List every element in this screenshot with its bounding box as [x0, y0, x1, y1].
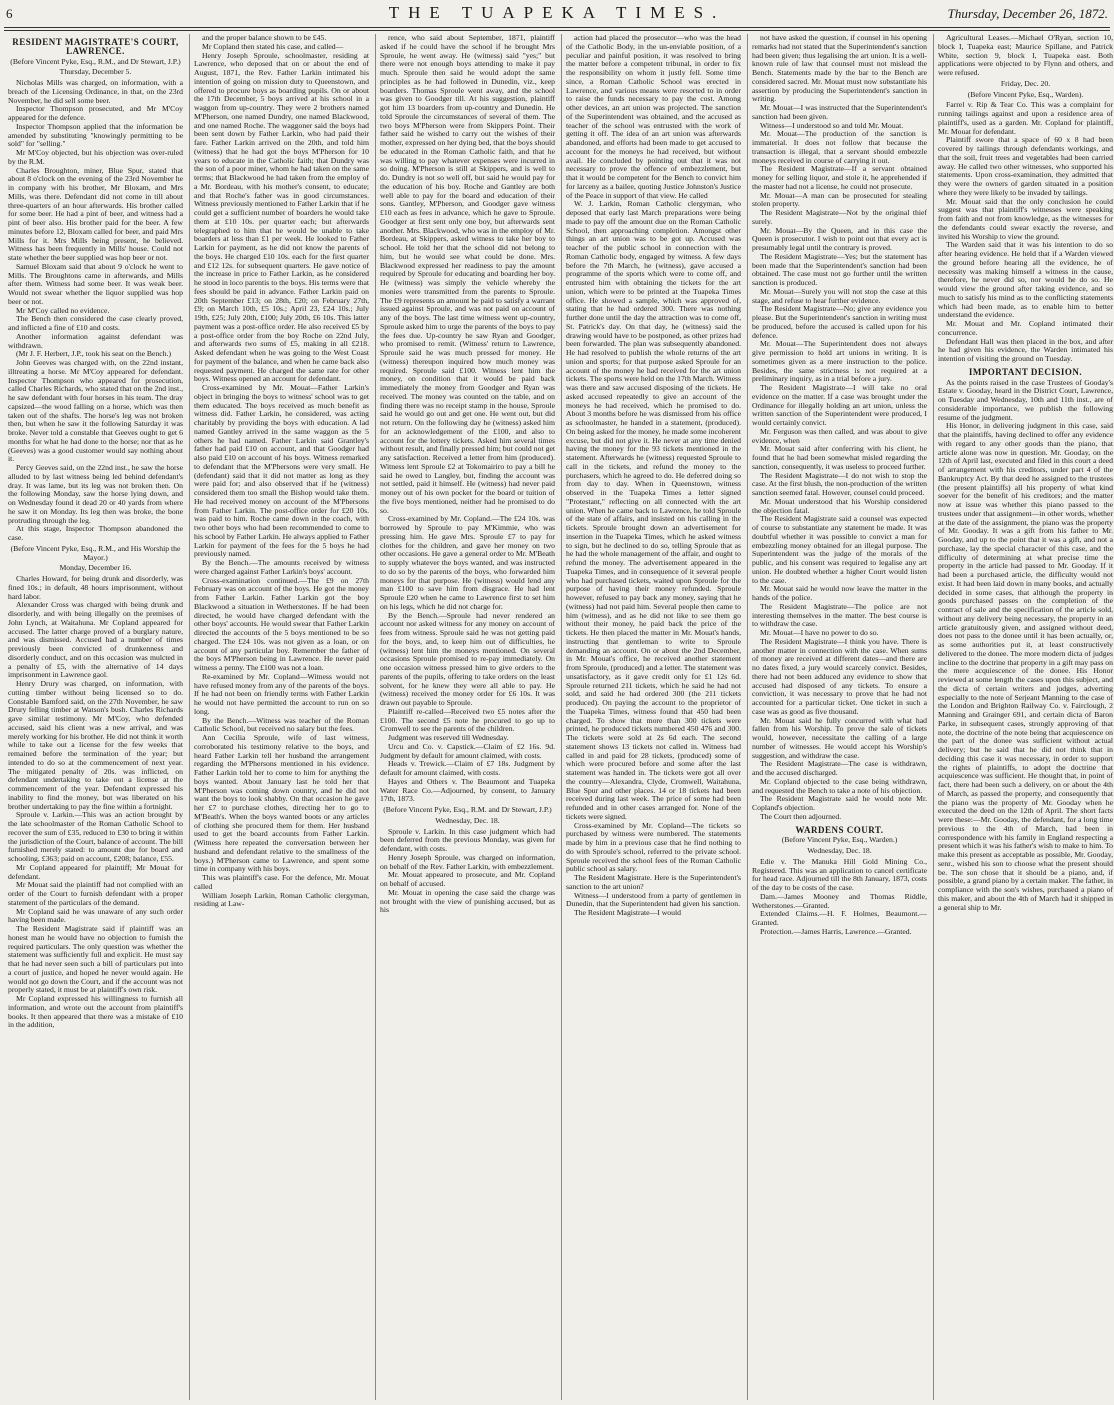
article-paragraph: Inspector Thompson applied that the information be amended by substituting "knowingly permitting to be sold" for "selling.": [8, 121, 183, 149]
article-paragraph: Henry Drury was charged, on information, with cutting timber without being licensed so to do. Constable Bamford said, on the 27th November, he saw Drury felling timber at Watson's bush. Charles Richards gave similar testimony. Mr M'Coy, who defended accused, said his client was a new arrival, and was merely working for his brother. He did not think it worth while to take out a license for the few weeks that remained before the termination of the year; but intended to do so at the commencement of next year. The mitigated penalty of 20s. was inflicted, on defendant undertaking to take out a license at the commencement of the year. Defendant expressed his inability to find the money, but was liberated on his brother undertaking to pay the fine within a fortnight.: [8, 679, 183, 811]
article-paragraph: The Resident Magistrate—Not by the original thief surely.: [752, 208, 927, 226]
article-paragraph: Mr. Mouat—By the Queen, and in this case the Queen is prosecutor. I wish to point out that every act is presumably legal until the contrary is proved.: [752, 225, 927, 252]
article-paragraph: Mr Copland appeared for plaintiff; Mr Mouat for defendant.: [8, 862, 183, 881]
issue-date: Thursday, December 26, 1872.: [947, 6, 1108, 21]
article-paragraph: Protection.—James Harris, Lawrence.—Granted.: [760, 926, 912, 936]
article-paragraph: Mr. Mouat—The production of the sanction is immaterial. It does not follow that because the transaction is illegal, that a servant should embezzle moneys received in course of carrying it out.: [752, 129, 927, 165]
article-paragraph: W. J. Larkin, Roman Catholic clergyman, who deposed that early last March preparations were being made to pay off the amount due on the Roman Catholic School, then approaching completion. Amongst other things an art union was to be got up. Accused was teacher of the public school in connection with the Roman Catholic body, engaged by witness. A few days before the 7th March, he (witness), gave accused a programme of the sports which were to come off, and entrusted him with obtaining the tickets for the art union, which were to be printed at the Tuapeka Times office. He showed a sample, which was approved of, stating that he had ordered 300. There was nothing further done until the day the attraction was to come off, St. Patrick's day. On that day, he (witness) said the drawing would have to be postponed, as other prizes had been forwarded. The plan was subsequently abandoned. He had resolved to publish the whole returns of the art union and sports; for that purpose asked Sproule for an account of the money he had received for the art union tickets. The sports were held on the 17th March. Witness was there and saw accused disposing of the tickets. He asked accused repeatedly to give an account of the moneys he had received, which he promised to do. About 3 months before he was dismissed from his office as schoolmaster, he handed in a statement, (produced). On being asked for the money, he made some incoherent excuse, but did not give it. He never at any time denied having the money for the 93 tickets mentioned in the statement. Afterwards he (witness) requested Sproule to call in the tickets, and refund the money to the purchasers, which he agreed to do. He deferred doing so from day to day. When in Queenstown, witness observed in the Tuapeka Times a letter signed "Protestant," reflecting on all connected with the art union. When he came back to Lawrence, he told Sproule of the state of affairs, and insisted on his calling in the tickets. Sproule brought down an advertisement for insertion in the Tuapeka Times, which he asked witness to sign, but he declined to do so, telling Sproule that as he had the whole management of the affair, and ought to refund the money. The advertisement appeared in the Tuapeka Times, and in consequence of it several people who had purchased tickets, waited upon Sproule for the purpose of having their money refunded. Sproule however, refused to pay back any money, saying that he (witness) had not paid him. Several people then came to him (witness), and as he did not like to see them go without their money, he paid back the price of the tickets. He then placed the matter in Mr. Mouat's hands, instructing that gentleman to write to Sproule demanding an account. On or about the 2nd December, in Mr. Mouat's office, he received another statement from Sproule, (produced) and a letter. The statement was unsatisfactory, as it gave credit only for £1 12s 6d. Sproule returned 211 tickets, which he said he had not sold, and said he had ordered 300 (the 211 tickets produced). On paying the account to the proprietor of the Tuapeka Times, witness found that 450 had been charged. To show that more than 300 tickets were printed, he produced tickets numbered 450 476 and 300. The tickets were sold at 2s 6d each. The second statement shows 13 tickets not called in. Witness had called in and paid for 28 tickets, (produced) some of which were procured before and some after the last statement was handed in. The tickets were got all over the country—Alexandra, Clyde, Cromwell, Waitahuna, Blue Spur and other places. 14 or 18 tickets had been received during last week. The price of some had been refunded and in other cases arranged for. None of the tickets were signed.: [566, 199, 741, 821]
article-paragraph: Mr Copland expressed his willingness to furnish all information, and wrote out the account from plaintiff's books. It then appeared that there was a mistake of £10 in the addition,: [8, 994, 183, 1030]
column-3: [380, 34, 555, 1400]
article-paragraph: Mr. Mouat—The Superintendent does not always give permission to hold art unions in writing. It is sometimes given as a mere instruction to the police. Besides, the same strictness is not required at a preliminary inquiry, as in a trial before a jury.: [752, 339, 927, 384]
column-1: [8, 34, 183, 1400]
article-paragraph: Cross-examined by Mr. Copland.—The £24 10s. was borrowed by Sproule to pay M'Kimmie, who was pressing him. He gave Mrs. Sproule £7 to pay for clothes for the children, and gave her money on two other occasions. He gave a general order to Mr. M'Beath to supply whatever the boys wanted, and was instructed to do so by the parents of the boys, who forwarded him moneys for that purpose. He (witness) would lend any man £100 to save him from disgrace. He had lent Sproule £20 when he came to Lawrence first to set him on his legs, which he did not charge for.: [380, 514, 555, 611]
article-paragraph: action had placed the prosecutor—who was the head of the Catholic Body, in the un-enviable position, of a peculiar and painful position, it was resolved to bring the matter before a competent tribunal, in order to fix the responsibility on whom it justly fell. Some time since, a Roman Catholic School was erected in Lawrence, and various means were resorted to in order to raise the funds necessary to pay the cost. Among other devices, an art union was projected. The sanction of the Superintendent was obtained, and the accused as teacher of the school was entrusted with the work of getting it off. The idea of an art union was afterwards abandoned, and efforts had been made to get accused to account for the moneys he had received, but without avail. He concluded by pointing out that it was not necessary to prove the offence of embezzlement, but that it would be competent for the Bench to convict him for larceny as a bailee, quoting Justice Johnston's Justice of the Peace in support of that view. He called: [566, 34, 741, 200]
article-paragraph: William Joseph Larkin, Roman Catholic clergyman, residing at Law-: [194, 890, 369, 909]
article-paragraph: At this stage, Inspector Thompson abandoned the case.: [8, 524, 183, 542]
article-paragraph: Mr. Mouat said he fully concurred with what had fallen from his Worship. To prove the sale of tickets would, however, necessitate the calling of a large number of witnesses. He would accept his Worship's suggestion, and withdraw the case.: [752, 715, 927, 760]
article-paragraph: Cross-examined by Mr. Copland—The tickets so purchased by witness were numbered. The statements made by him in a previous case that he find nothing to do with Sproule's school, referred to the private school. Sproule received the school fees of the Roman Catholic public school as salary.: [566, 820, 741, 874]
article-paragraph: Henry Joseph Sproule, was charged on information, on behalf of the Rev. Father Larkin, with embezzlement.: [380, 852, 555, 871]
article-paragraph: Mr. Mouat said he would now leave the matter in the hands of the police.: [752, 584, 927, 602]
article-paragraph: Sproule v. Larkin. In this case judgment which had been deferred from the previous Monday, was given for defendant, with costs.: [380, 826, 555, 853]
article-paragraph: Mr M'Coy objected, but his objection was over-ruled by the R.M.: [8, 148, 183, 166]
column-4: [566, 34, 741, 1400]
section-heading: RESIDENT MAGISTRATE'S COURT, LAWRENCE.: [12, 37, 179, 56]
article-paragraph: Farrel v. Rip & Tear Co. This was a complaint for running tailings against and upon a residence area of plaintiff's, used as a garden. Mr. Copland for plaintiff, Mr. Mouat for defendant.: [938, 100, 1113, 136]
article-paragraph: The Bench then considered the case clearly proved, and inflicted a fine of £10 and costs.: [8, 314, 183, 332]
article-paragraph: Mr. Mouat in opening the case said the charge was not brought with the view of punishing accused, but as his: [380, 887, 555, 915]
article-paragraph: Dam.—James Mooney and Thomas Riddle, Wetherstones.—Granted.: [752, 891, 927, 910]
article-paragraph: Mr. Mouat and Mr. Copland intimated their concurrence.: [938, 319, 1113, 337]
article-paragraph: Cross-examined by Mr. Mouat—Father Larkin's object in bringing the boys to witness' school was to get them educated. The boys received as much benefit as witness did. Father Larkin, he considered, was acting charitably by providing the boys with education. A lad named Gantley arrived in the same waggon as the 5 others he had named. Father Larkin said Grantley's father had paid £10 on account, and that Goodger had also paid £10 on account of his boys. Witness remarked to defendant that the M'Phersons were very small. He (defendant) said that it did not matter as long as they were paid for; and also observed that if he (witness) considered them too small the Bishop would take them. He had received money on account of the M'Phersons from Father Larkin. The post-office order for £20 10s. was paid to him. Roche came down in the coach, with two other boys who had been recommended to come to his school by Father Larkin. He always applied to Father Larkin for payment of the fees for the 5 boys he had previously named.: [194, 383, 369, 559]
court-subheading: Wednesday, Dec. 18.: [435, 815, 500, 825]
article-paragraph: Mr. Copland objected to the case being withdrawn, and requested the Bench to take a note of his objection.: [752, 776, 927, 795]
article-paragraph: The Resident Magistrate said if plaintiff was an honest man he would have no objection to furnish the required particulars. The only question was whether the statement was sufficiently full and explicit. He must say that he had never seen such a bill of particulars put into a court of justice, and hoped he never would again. He would not go down the Court, and if the account was not properly stated, it must be at plaintiff's own risk.: [8, 924, 183, 995]
article-paragraph: Witness—I understood so and told Mr. Mouat.: [760, 120, 904, 130]
article-paragraph: (Mr J. F. Herbert, J.P., took his seat on the Bench.): [16, 349, 172, 359]
article-paragraph: Samuel Bloxam said that about 9 o'clock he went to Mills. The Broughtons came in afterwards, and Mills after them. Witness had some beer. It was weak beer. Would not swear whether the liquor supplied was hop beer or not.: [8, 261, 183, 306]
court-subheading: Thursday, December 5.: [59, 67, 132, 77]
article-paragraph: By the Bench.—The amounts received by witness were charged against Father Larkin's boys' account.: [194, 558, 369, 576]
newspaper-columns: [8, 34, 1113, 1402]
article-paragraph: The Resident Magistrate. Here is the Superintendent's sanction to the art union?: [566, 873, 741, 891]
column-divider: [375, 34, 376, 1400]
court-subheading: Wednesday, Dec. 18.: [807, 846, 872, 855]
article-paragraph: Cross-examination continued.—The £9 on 27th February was on account of the boys. He got the money from Father Larkin. Father Larkin got the boy Blackwood a situation in Wetherstones. If he had been directed, he would have charged defendant with the other boys' accounts. He would swear that Father Larkin directed the accounts of the 5 boys mentioned to be so charged. The £24 10s. was not given as a loan, or on account of any particular boy. Remember the father of the boys M'Pherson being in Lawrence. He never paid witness a penny. The £100 was not a loan.: [194, 575, 369, 672]
column-6: [938, 34, 1113, 1400]
article-paragraph: Mr Copland then stated his case, and called—: [202, 41, 344, 51]
article-paragraph: The Resident Magistrate—The police are not interesting themselves in the matter. The best course is to withdraw the case.: [752, 601, 927, 629]
article-paragraph: Extended Claims.—H. F. Holmes, Beaumont.—Granted.: [752, 909, 927, 927]
court-subheading: (Before Vincent Pyke, Esq., R.M., and His Worship the Mayor.): [10, 543, 181, 562]
article-paragraph: By the Bench.—Sproule had never rendered an account nor asked witness for any money on account of fees from witness. Sproule said he was not getting paid for the boys, and, to keep him out of difficulties, he (witness) lent him the moneys mentioned. On several occasions Sproule promised to re-pay immediately. On one occasion witness pressed him to give orders to the parents of the pupils, offering to take orders on the least solvent, for he knew they were all able to pay. He (witness) received the money order for £6 10s. It was drawn out payable to Sproule.: [380, 610, 555, 707]
article-paragraph: The Resident Magistrate—If a servant obtained money for selling liquor, and stole it, he apprehended if the master had not a license, he could not prosecute.: [752, 164, 927, 191]
article-paragraph: Agricultural Leases.—Michael O'Ryan, section 10, block I, Tuapeka east; Maurice Spillane, and Patrick White, section 9, block I, Tuapeka east. Both applications were objected to by Flynn and others, and were refused.: [938, 34, 1113, 77]
court-subheading: (Before Vincent Pyke, Esq., R.M., and Dr Stewart, J.P.): [10, 56, 181, 66]
article-paragraph: Sproule v. Larkin.—This was an action brought by the late schoolmaster of the Roman Catholic School to recover the sum of £35, reduced to £30 to bring it within the jurisdiction of the Court, balance of account. The bill furnished merely stated: to amount due for board and schooling, £363; paid on account, £208; balance, £55.: [8, 810, 183, 863]
article-paragraph: The Resident Magistrate said he would note Mr. Copland's objection.: [752, 794, 927, 812]
article-paragraph: Mr Mouat said the plaintiff had not complied with an order of the Court to furnish defendant with a proper statement of the particulars of the demand.: [8, 880, 183, 907]
article-paragraph: John Geeves was charged with, on the 22nd instant, illtreating a horse. Mr M'Coy appeared for defendant. Inspector Thompson who appeared for prosecution, called Charles Richards, who stated that on the 2nd inst., he saw defendant with four horses in his team. The dray capsized—the wood falling on a horse, which was then taken out of the shafts. The horse's leg was not broken then, but when he saw it the following Saturday it was broke. Never told a constable that Geeves ought to get 6 months for what he had done to the horse; nor that as he (Geeves) was a good customer would say nothing about it.: [8, 358, 183, 464]
article-paragraph: Another information against defendant was withdrawn.: [8, 331, 183, 350]
article-paragraph: The Resident Magistrate—No; give any evidence you please. But the Superintendent's sanction in writing must be produced, before the accused is called upon for his defence.: [752, 304, 927, 340]
article-paragraph: Urcu and Co. v. Capstick.—Claim of £2 16s. 9d. Judgment by default for amount claimed, with costs.: [380, 741, 555, 760]
article-paragraph: This was plaintiff's case. For the defence, Mr. Mouat called: [194, 873, 369, 891]
article-paragraph: Mr. Mouat said that the only conclusion he could suggest was that plaintiff's witnesses were speaking from faith and not from knowledge, as the witnesses for the defendants could swear exactly the reverse, and invited his Worship to view the ground.: [938, 196, 1113, 241]
column-2: [194, 34, 369, 1400]
article-paragraph: Mr. Mouat said after conferring with his client, he found that he had been somewhat misled regarding the sanction, consequently, it was useless to proceed further.: [752, 444, 927, 471]
masthead-rule: [4, 27, 1110, 31]
article-paragraph: Mr. Mouat—Surely you will not stop the case at this stage, and refuse to hear further evidence.: [752, 286, 927, 305]
article-paragraph: The Resident Magistrate—I think you have. There is another matter in connection with the case. When sums of money are received at different dates—and there are no dates fixed, a jury would scarcely convict. Besides, there had not been adduced any evidence to show that accused had disposed of any tickets. To ensure a conviction, it was necessary to prove that he had not accounted for a particular ticket. One ticket in such a case was as good as five thousand.: [752, 636, 927, 716]
newspaper-title: THE TUAPEKA TIMES.: [388, 3, 726, 22]
column-divider: [747, 34, 748, 1400]
article-paragraph: Plaintiff re-called—Received two £5 notes after the £100. The second £5 note he procured to go up to Cromwell to see the parents of the children.: [380, 706, 555, 734]
court-subheading: (Before Vincent Pyke, Esq., Warden).: [967, 89, 1084, 99]
article-paragraph: Hayes and Others v. The Beaumont and Tuapeka Water Race Co.—Adjourned, by consent, to January 17th, 1873.: [380, 776, 555, 804]
article-paragraph: Charles Broughton, miner, Blue Spur, stated that about 8 o'clock on the evening of the 23rd November he in company with his brother, Mr Bloxam, and Mrs Mills, was there. Defendant did not come in till about three-quarters of an hour afterwards. His brother called for some beer. He had a pint of beer, and witness had a pint of beer also. His brother paid for the beer. A few minutes before 12, Bloxam called for beer, and paid Mrs Mills for it. Mrs Mills being present, he believed. Witness has been frequently in Mills' house. Could not state whether the beer supplied was hop beer or not.: [8, 165, 183, 262]
court-subheading: (Before Vincent Pyke, Esq., R.M. and Dr Stewart, J.P.): [383, 805, 552, 814]
article-paragraph: Percy Geeves said, on the 22nd inst., he saw the horse alluded to by last witness being led behind defendant's dray. It was lame, but its leg was not broken then. On the following Monday, saw the horse lying down, and on Wednesday found it dead 20 or 40 yards from where he saw it on Monday. Its leg then was broke, the bone protruding through the leg.: [8, 463, 183, 525]
article-paragraph: Mr Copland said he was unaware of any such order having been made.: [8, 906, 183, 925]
court-subheading: (Before Vincent Pyke, Esq., Warden.): [781, 835, 898, 845]
article-paragraph: Witness—I understood from a party of gentlemen in Dunedin, that the Superintendent had given his sanction.: [566, 890, 741, 909]
section-heading: WARDENS COURT.: [795, 824, 884, 835]
article-paragraph: Nicholas Mills was charged, on information, with a breach of the Licensing Ordinance, in that, on the 23rd November, he did sell some beer.: [8, 78, 183, 105]
court-subheading: Friday, Dec. 20.: [1000, 78, 1051, 88]
page-number: 6: [6, 6, 13, 21]
article-paragraph: The Resident Magistrate—I will take no oral evidence on the matter. If a case was brought under the Ordinance for illegally holding an art union, unless the written sanction of the Superintendent were produced, I would certainly convict.: [752, 383, 927, 427]
article-paragraph: Judgment was reserved till Wednesday.: [388, 733, 509, 742]
article-paragraph: Mr M'Coy called no evidence.: [16, 305, 110, 315]
article-paragraph: The Resident Magistrate—Yes; but the statement has been made that the Superintendent's sanction had been obtained. The case must not go further until the written sanction is produced.: [752, 251, 927, 287]
article-paragraph: The Resident Magistrate—I would: [574, 908, 681, 917]
section-heading: IMPORTANT DECISION.: [968, 366, 1083, 377]
column-divider: [933, 34, 934, 1400]
column-divider: [189, 34, 190, 1400]
article-paragraph: Mr. Ferguson was then called, and was about to give evidence, when: [752, 426, 927, 445]
article-paragraph: As the points raised in the case Trustees of Gooday's Estate v. Gooday, heard in the District Court, Lawrence, on Tuesday and Wednesday, 10th and 11th inst., are of considerable importance, we publish the following resume of the judgment.: [938, 377, 1113, 422]
article-paragraph: The Resident Magistrate—The case is withdrawn, and the accused discharged.: [752, 759, 927, 777]
article-paragraph: His Honor, in delivering judgment in this case, said that the plaintiffs, having declined to offer any evidence with regard to any other goods than the piano, that article alone was now in question. Mr. Gooday, on the 12th of April last, executed and filed in this court a deed of arrangement with his creditors, under part 4 of the Bankruptcy Act. By that deed he assigned to the trustees (the present plaintiffs) all his property of what kind soever for the benefit of his creditors; and the matter now at issue was whether this piano passed to the trustees under that assignment—in other words, whether at the date of the assignment, the piano was the property of Mr. Gooday. It was a gift from his father to Mr. Gooday, and up to the point that it was a gift, and not a purchase, lay the special character of this case, and the difficulty of determining at what precise time the property in the article had passed to Mr. Gooday. If it had been a purchased article, the difficulty would not exist. It had been laid down in many books, and actually decided in some cases, that although the property in goods purchased passes on the completion of the contract of sale and the specification of the article sold, without any delivery being necessary, the property in an article gratuitously given, and assigned without deed, does not pass to the donee until it has been actually, or, as some authorities put it, at least constructively delivered to the donee. The more modern dicta of judges incline to the doctrine that property in a gift may pass on the mere acquiescence of the donee. His Honor reviewed at some length the cases upon this subject, and the dicta of certain writers and judges, adverting especially to the note of Serjeant Manning to the case of the London and Brighton Railway Co. v. Fairclough, 2 Manning and Grainger 691, and certain dicta of Baron Parke, in subsequent cases, strongly approving of that note, the doctrine of the note being that acquiescence on the part of the donee was sufficient without actual delivery; but he said that he did not think that in deciding this case it was necessary, in order to support the rights of plaintiffs, to adopt the doctrine that acquiescence was sufficient. He thought that, in point of fact, there had been such a delivery, on or about the 4th of March, as passed the property, and consequently that the piano was the property of Mr. Gooday when he executed the deed on the 12th of April. The short facts were these:—Mr. Gooday, the defendant, for a long time previous to the 4th of March, had been in correspondence with his family in England respecting a present which it was his father's wish to make to him. To make this present as acceptable as possible, Mr. Gooday, senr., wished his son to choose what the present should be. The son chose that it should be a piano, and, if possible, a grand piano by a certain maker. The father, in compliance with the son's wishes, purchased a piano of this maker, and about the 4th of March had it shipped in a general ship to Mr.: [938, 421, 1113, 912]
article-paragraph: Heads v. Trewick.—Claim of £7 18s. Judgment by default for amount claimed, with costs.: [380, 759, 555, 777]
article-paragraph: Mr. Mouat appeared to prosecute, and Mr. Copland on behalf of accused.: [380, 870, 555, 888]
article-paragraph: The Court then adjourned.: [760, 811, 842, 821]
article-paragraph: rence, who said about September, 1871, plaintiff asked if he could have the school if he brought Mrs Sproule, he went away. He (witness) said "yes;" but there were not enough boys attending to make it pay much. Sproule then said he would adopt the same principles as he had followed in Dunedin, viz., keep boarders. Thomas Sproule went away, and the school was given to Goodger till. At his suggestion, plaintiff got him 13 boarders from up-country and Dunedin. He told Sproule the circumstances of several of them. The two boys M'Pherson were from Skippers Point. Their father said he wished to carry out the wishes of their mother, expressed on her dying bed, that the boys should be educated in the Roman Catholic faith, and that he was willing to pay whatever expenses were incurred in so doing. M'Pherson is still at Skippers, and is well to do. Dundry is not so well off, but said he would pay for the education of his boy. Roche and Gantley are both well able to pay for the board and education of their sons. Gantley, M'Pherson, and Goodger gave witness £10 each as fees in advance, which he gave to Sproule. Goodger at first sent only one boy, but afterwards sent another. Mrs. Blackwood, who was in the employ of Mr. Bordeau, at Skippers, asked witness to take her boy to school. He told her that the school did not belong to him, but he would see what could be done. Mrs. Blackwood expressed her readiness to pay the amount required by Sproule for educating and boarding her boy. He (witness) was simply the vehicle whereby the monies were transmitted from the parents to Sproule. The £9 represents an amount he paid to satisfy a warrant issued against Sproule, and was not paid on account of any of the boys. The last time witness went up-country, Sproule asked him to urge the parents of the boys to pay the fees due. Up-country he saw Ryan and Goodger, who promised to remit. (Witness' return to Lawrence, Sproule said he was much pressed for money. He (witness) thereupon inquired how much money was required. Sproule said £100. Witness lent him the money, on condition that it would be paid back immediately the money from Goodger and Ryan was received. The money was counted on the table, and on finding there was no receipt stamp in the house, Sproule said he would go out and get one. He went out, but did not return. On the following day he (witness) asked him for an acknowledgement of the £100, and also to account for the lottery tickets. Asked him several times without result, and finally pressed him; but could not get any satisfaction. Received a letter from him (produced). Witness lent Sproule £2 at Tokomairiro to pay a bill he said he owed to Langley, but, finding the account was not settled, paid it himself. He (witness) had never paid money out of his own pocket for the board or tuition of the five boys mentioned, neither had he promised to do so.: [380, 34, 555, 515]
article-paragraph: and the proper balance shown to be £45.: [202, 34, 327, 42]
column-divider: [561, 34, 562, 1400]
court-subheading: Monday, December 16.: [59, 563, 132, 573]
article-paragraph: Alexander Cross was charged with being drunk and disorderly, and with being illegally on the premises of John Lynch, at Waitahuna. Mr Copland appeared for accused. The latter charge proved of a burglary nature, and was dismissed. Accused had a number of times previously been convicted of drunkenness and disorderly conduct, and on this occasion was mulcted in a penalty of £5, with the alternative of 14 days imprisonment in Lawrence gaol.: [8, 600, 183, 680]
masthead: [0, 0, 1114, 30]
article-paragraph: The Resident Magistrate said a counsel was expected of course to substantiate any statement he made. It was doubtful whether it was possible to convict a man for embezzling money obtained for an illegal purpose. The Superintendent was the judge of the morals of the public, and his consent was required to legalise any art union. He doubted whether a higher Court would listen to the case.: [752, 514, 927, 585]
article-paragraph: Defendant Hall was then placed in the box, and after he had given his evidence, the Warden intimated his intention of visiting the ground on Tuesday.: [938, 336, 1113, 363]
article-paragraph: Henry Joseph Sproule, schoolmaster, residing at Lawrence, who deposed that on or about the end of August, 1871, the Rev. Father Larkin intimated his intention of going on mission duty to Queenstown, and offered to procure boys as boarding pupils. On or about the 17th December, 5 boys arrived at his school in a waggon from up-country. They were 2 brothers named M'Pherson, one named Dundry, one named Blackwood, and one named Roche. The waggoner said the boys had been sent down by Father Larkin, who had paid their fare. Father Larkin arrived on the 20th, and told him (witness) that he had got the boys M'Pherson for 10 years to educate in the Catholic faith; that Dundry was the son of a poor miner, whom he had taken on the same terms; that Blackwood he had taken from the employ of a Mr. Bordeau, with his mother's consent, to educate; and that Roche's father was in good circumstances. Witness previously mentioned to Father Larkin that if he could get a sufficient number of boarders he would take them at £10 10s. per quarter each; but afterwards telegraphed to him that he would be unable to take boarders at less than £1 per week. He looked to Father Larkin for payment, as he did not know the parents of the boys. He charged £10 10s. each for the first quarter and £12 12s. for subsequent quarters. He gave notice of the increase in price to Father Larkin, as he considered he stood in loco parentis to the boys. His terms were that fees should be paid in advance. Father Larkin paid on 20th September £13; on 28th, £20; on February 27th, £9; on March 10th, £5 10s.; April 23, £24 10s.; July 19th, £25; July 20th, £100; July 20th, £6 10s. This latter payment was a post-office order. He also received £5 by a post-office order from the boy Roche on 22nd July, and afterwards two sums of £5, making in all £218. Asked defendant when he was going to the West Coast for payment of the balance, and when he came back also requested payment. He charged the same rate for other boys. Witness opened an account for defendant.: [194, 50, 369, 384]
article-paragraph: The Warden said that it was his intention to do so after hearing evidence. He held that if a Warden viewed the ground before hearing all the evidence, he of necessity was making himself a witness in the cause, therefore, he never did so, nor would he do so. He would view the ground after taking evidence, and so much to satisfy his mind as to the conflicting statements which had been made, as to enable him to better understand the evidence.: [938, 240, 1113, 320]
article-paragraph: Charles Howard, for being drunk and disorderly, was fined 10s.; in default, 48 hours imprisonment, without hard labor.: [8, 574, 183, 601]
article-paragraph: Ann Cecilia Sproule, wife of last witness, corroborated his testimony relative to the boys, and heard Father Larkin tell her husband the arrangement regarding the M'Phersons mentioned in his evidence. Father Larkin told her to come to him for anything the boys wanted. About January last he told her that M'Pherson was coming down country, and he did not want the boys to look shabby. On that occasion he gave her £7 to purchase clothes, directing her to go to M'Beath's. When the boys wanted boots or any articles of clothing she procured them for them. Her husband used to get the board accounts from Father Larkin. (Witness here repeated the conversation between her husband and defendant relative to the smallness of the boys.) M'Pherson came to Lawrence, and spent some time in company with his boys.: [194, 733, 369, 874]
article-paragraph: Mr. Mouat—A man can be prosecuted for stealing stolen property.: [752, 190, 927, 209]
article-paragraph: Mr. Mouat—I was instructed that the Superintendent's sanction had been given.: [752, 103, 927, 121]
article-paragraph: Edie v. The Manuka Hill Gold Mining Co., Registered. This was an application to cancel certificate for head race. Adjourned till the 8th January, 1873, costs of the day to be costs of the case.: [752, 856, 927, 892]
article-paragraph: not have asked the question, if counsel in his opening remarks had not stated that the Superintendent's sanction had been given; thus legalising the art union. It is a well-known rule of law that counsel must not mislead the Bench. Statements made by the bar to the Bench are considered sacred. Mr. Mouat must now substantiate his assertion by producing the Superintendent's sanction in writing.: [752, 34, 927, 104]
article-paragraph: Re-examined by Mr. Copland—Witness would not have refused money from any of the parents of the boys. If he had not been on friendly terms with Father Larkin he would not have permitted the account to run on so long.: [194, 671, 369, 716]
article-paragraph: The Resident Magistrate—I do not wish to stop the case. At the first blush, the non-production of the written sanction seemed fatal. However, counsel could proceed.: [752, 470, 927, 497]
article-paragraph: Mr. Mouat—I have no power to do so.: [760, 628, 879, 637]
article-paragraph: By the Bench.—Witness was teacher of the Roman Catholic School, but received no salary but the fees.: [194, 715, 369, 734]
article-paragraph: Inspector Thompson prosecuted, and Mr M'Coy appeared for the defence.: [8, 104, 183, 122]
article-paragraph: Plaintiff swore that a space of 60 x 8 had been covered by tailings through defendants workings, and that the soil, fruit trees and vegetables had been carried away. He called two other witnesses, who supported his statements. Upon cross-examination, they admitted that they were the owners of garden situated in a position where they were likely to be invaded by tailings.: [938, 135, 1113, 197]
article-paragraph: Mr. Mouat understood that his Worship considered the objection fatal.: [752, 496, 927, 515]
column-5: [752, 34, 927, 1400]
